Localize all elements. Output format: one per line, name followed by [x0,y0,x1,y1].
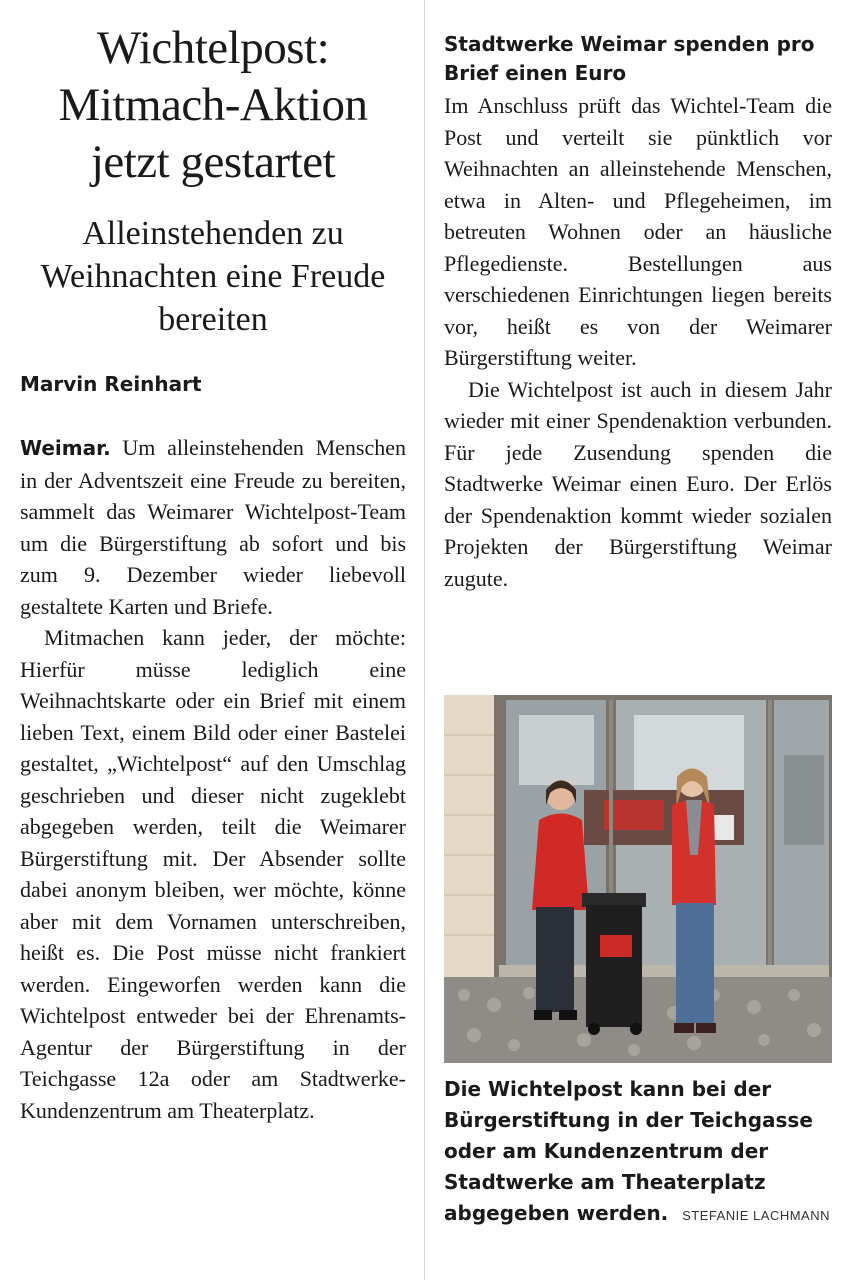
paragraph-1-text: Um alleinstehenden Menschen in der Adventszeit eine Freude zu bereiten, sammelt das Weimarer Wichtelpost-Team um die Bürgerstiftung ab sofort und bis zum 9. Dezember wieder liebevoll gestaltete Karten und Briefe. [20,435,406,619]
photo-credit: STEFANIE LACHMANN [682,1208,830,1223]
photo-caption: Die Wichtelpost kann bei der Bürgerstiftung in der Teichgasse oder am Kundenzentrum der Stadtwerke am Theaterplatz abgegeben werden. [444,1077,813,1225]
subheadline: Alleinstehenden zu Weihnachten eine Freude bereiten [40,215,386,338]
section-subheading: Stadtwerke Weimar spenden pro Brief einen Euro [444,32,815,85]
paragraph-4: Die Wichtelpost ist auch in diesem Jahr wieder mit einer Spendenaktion verbunden. Für jede Zusendung spenden die Stadtwerke Weimar einen Euro. Der Erlös der Spendenaktion kommt wieder sozialen Projekten der Bürgerstiftung Weimar zugute. [444,376,832,591]
dateline: Weimar. [20,436,111,460]
headline: Wichtelpost: Mitmach-Aktion jetzt gestartet [58,22,368,188]
article-photo [444,695,832,1063]
paragraph-1 [20,432,406,622]
paragraph-2: Mitmachen kann jeder, der möchte: Hierfür müsse lediglich eine Weihnachtskarte oder ein Brief mit einem lieben Text, einem Bild oder einer Bastelei gestaltet, „Wichtelpost“ auf den Umschlag geschrieben und dieser nicht zugeklebt abgegeben werden, teilt die Weimarer Bürgerstiftung mit. Der Absender sollte dabei anonym bleiben, wer möchte, könne aber mit dem Vornamen unterschreiben, heißt es. Die Post müsse nicht frankiert werden. Eingeworfen werden kann die Wichtelpost entweder bei der Ehrenamts-Agentur der Bürgerstiftung in der Teichgasse 12a oder am Stadtwerke-Kundenzentrum am Theaterplatz. [20,625,406,1123]
left-column-body [20,432,406,1126]
photo-illustration [444,695,832,1063]
column-divider [424,0,425,1280]
right-column-body [444,90,832,594]
byline: Marvin Reinhart [20,372,202,396]
paragraph-3: Im Anschluss prüft das Wichtel-Team die Post und verteilt sie pünktlich vor Weihnachten an alleinstehende Menschen, etwa in Alten- und Pflegeheimen, im betreuten Wohnen oder an häusliche Pflegedienste. Bestellungen aus verschiedenen Einrichtungen liegen bereits vor, heißt es von der Weimarer Bürgerstiftung weiter. [444,93,832,370]
